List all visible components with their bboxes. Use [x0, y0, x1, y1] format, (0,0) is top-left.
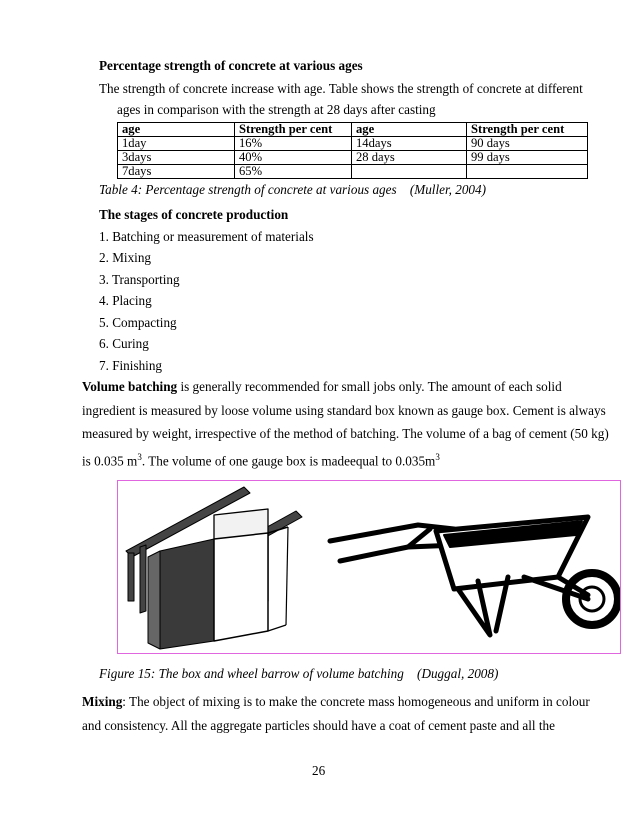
strength-table	[117, 122, 588, 179]
volume-text-a: is 0.035 m	[82, 452, 138, 468]
table-cell: 16%	[235, 137, 352, 151]
page-number: 26	[312, 763, 326, 778]
superscript: 3	[435, 451, 440, 462]
volume-batching-paragraph	[82, 375, 609, 472]
stages-title: The stages of concrete production	[99, 207, 289, 222]
table-cell: 28 days	[352, 151, 467, 165]
volume-batching-line-3: measured by weight, irrespective of the method of batching. The volume of a bag of cement (50 kg)	[82, 426, 609, 441]
table-cell: 7days	[118, 165, 235, 179]
section-title: Percentage strength of concrete at various ages	[99, 58, 363, 73]
table-citation: (Muller, 2004)	[409, 182, 487, 197]
header-strength-2: Strength per cent	[467, 123, 588, 137]
table-row	[118, 137, 588, 151]
stage-item-1: 1. Batching or measurement of materials	[99, 229, 314, 244]
volume-batching-line-1	[82, 375, 592, 399]
header-age-2: age	[352, 123, 467, 137]
table-caption	[99, 182, 486, 198]
figure-frame	[117, 480, 621, 654]
intro-line-1: The strength of concrete increase with age. Table shows the strength of concrete at different	[99, 81, 583, 96]
table-cell	[352, 165, 467, 179]
table-cell: 3days	[118, 151, 235, 165]
table-cell: 65%	[235, 165, 352, 179]
mixing-line-1-text: : The object of mixing is to make the concrete mass homogeneous and uniform in colour	[122, 694, 590, 709]
header-age-1: age	[118, 123, 235, 137]
volume-batching-term: Volume batching	[82, 379, 178, 394]
volume-batching-line-2: ingredient is measured by loose volume using standard box known as gauge box. Cement is always	[82, 402, 606, 418]
stage-item-3: 3. Transporting	[99, 272, 180, 287]
mixing-line-2: and consistency. All the aggregate particles should have a coat of cement paste and all the	[82, 717, 555, 733]
table-cell: 99 days	[467, 151, 588, 165]
table-row	[118, 151, 588, 165]
volume-text-b: . The volume of one gauge box is madeequal to 0.035m	[141, 452, 436, 468]
header-strength-1: Strength per cent	[235, 123, 352, 137]
table-cell: 40%	[235, 151, 352, 165]
gauge-box-and-wheelbarrow-illustration	[118, 481, 620, 653]
table-cell	[467, 165, 588, 179]
figure-caption	[99, 666, 498, 682]
mixing-paragraph	[82, 690, 592, 737]
table-cell: 90 days	[467, 137, 588, 151]
figure-caption-text: Figure 15: The box and wheel barrow of volume batching	[99, 666, 404, 681]
stage-item-2: 2. Mixing	[99, 250, 152, 265]
volume-batching-line-1-text: is generally recommended for small jobs only. The amount of each solid	[177, 379, 562, 394]
table-header-row	[118, 123, 588, 137]
figure-citation: (Duggal, 2008)	[417, 666, 499, 681]
stage-item-6: 6. Curing	[99, 336, 149, 351]
table-caption-text: Table 4: Percentage strength of concrete at various ages	[99, 182, 397, 197]
intro-line-2: ages in comparison with the strength at 28 days after casting	[117, 102, 436, 117]
mixing-term: Mixing	[82, 694, 123, 709]
table-cell: 14days	[352, 137, 467, 151]
mixing-line-1	[82, 690, 592, 714]
stage-item-4: 4. Placing	[99, 293, 152, 308]
superscript: 3	[137, 451, 142, 462]
volume-batching-line-4	[82, 446, 592, 473]
stage-item-5: 5. Compacting	[99, 315, 177, 330]
wheelbarrow-drawing	[330, 517, 618, 635]
stage-item-7: 7. Finishing	[99, 358, 163, 373]
gauge-box-drawing	[126, 487, 302, 649]
table-cell: 1day	[118, 137, 235, 151]
table-row	[118, 165, 588, 179]
